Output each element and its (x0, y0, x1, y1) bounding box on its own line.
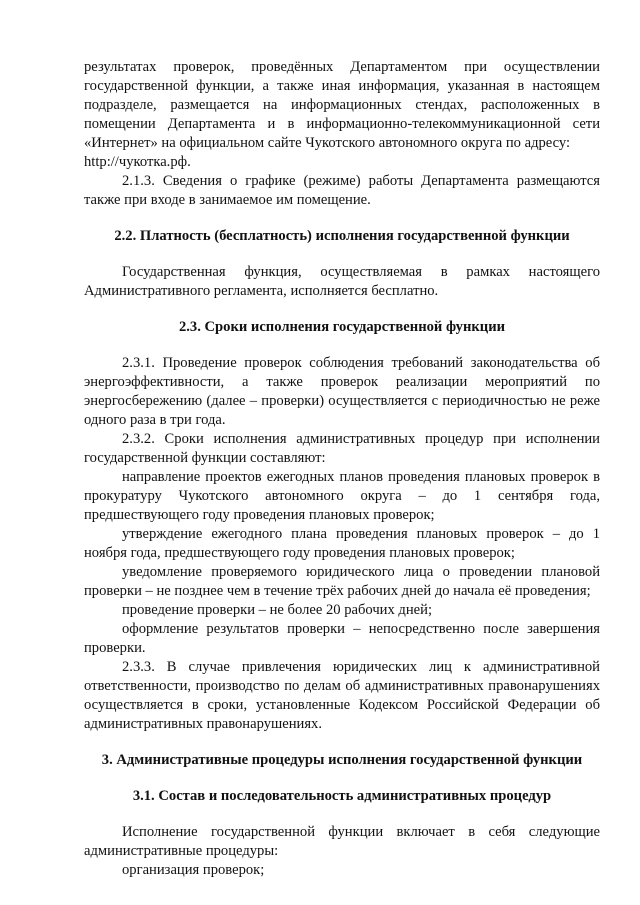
heading-2-3: 2.3. Сроки исполнения государственной функции (178, 319, 506, 335)
paragraph-2-3-1: 2.3.1. Проведение проверок соблюдения требований законодательства об энергоэффективности, а также проверок реализации мероприятий по энергосбережению (далее – проверки) осуществляется с периодичностью не реже одного раза в три года. (84, 355, 600, 428)
paragraph-2-3-3: 2.3.3. В случае привлечения юридических лиц к административной ответственности, производство по делам об административных правонарушениях осуществляется в сроки, установленные Кодексом Российской Федерации об административных правонарушениях. (84, 659, 600, 732)
list-item-organization: организация проверок; (122, 862, 265, 878)
document-page (84, 58, 600, 880)
paragraph-results-info: результатах проверок, проведённых Департаментом при осуществлении государственной функции, а также иная информация, указанная в настоящем подразделе, размещается на информационных стендах, расположенных в помещении Департамента и в информационно-телекоммуникационной сети «Интернет» на официальном сайте Чукотского автономного округа по адресу: (84, 59, 600, 151)
list-item-plan-submission: направление проектов ежегодных планов проведения плановых проверок в прокуратуру Чукотского автономного округа – до 1 сентября года, предшествующего году проведения плановых проверок; (84, 469, 600, 523)
list-item-results-registration: оформление результатов проверки – непосредственно после завершения проверки. (84, 621, 600, 656)
list-item-inspection-duration: проведение проверки – не более 20 рабочих дней; (122, 602, 433, 618)
heading-3-1: 3.1. Состав и последовательность административных процедур (132, 788, 552, 804)
paragraph-free-of-charge: Государственная функция, осуществляемая в рамках настоящего Административного регламента, исполняется бесплатно. (84, 264, 600, 299)
heading-section-3: 3. Административные процедуры исполнения государственной функции (101, 752, 583, 768)
list-item-plan-approval: утверждение ежегодного плана проведения плановых проверок – до 1 ноября года, предшествующего году проведения плановых проверок; (84, 526, 600, 561)
paragraph-procedures-intro: Исполнение государственной функции включает в себя следующие административные процедуры: (84, 824, 600, 859)
heading-2-2: 2.2. Платность (бесплатность) исполнения государственной функции (114, 228, 570, 244)
paragraph-2-3-2: 2.3.2. Сроки исполнения административных процедур при исполнении государственной функции составляют: (84, 431, 600, 466)
list-item-notification: уведомление проверяемого юридического лица о проведении плановой проверки – не позднее чем в течение трёх рабочих дней до начала её проведения; (84, 564, 600, 599)
paragraph-2-1-3: 2.1.3. Сведения о графике (режиме) работы Департамента размещаются также при входе в занимаемое им помещение. (84, 173, 600, 208)
website-url: http://чукотка.рф. (84, 154, 191, 170)
